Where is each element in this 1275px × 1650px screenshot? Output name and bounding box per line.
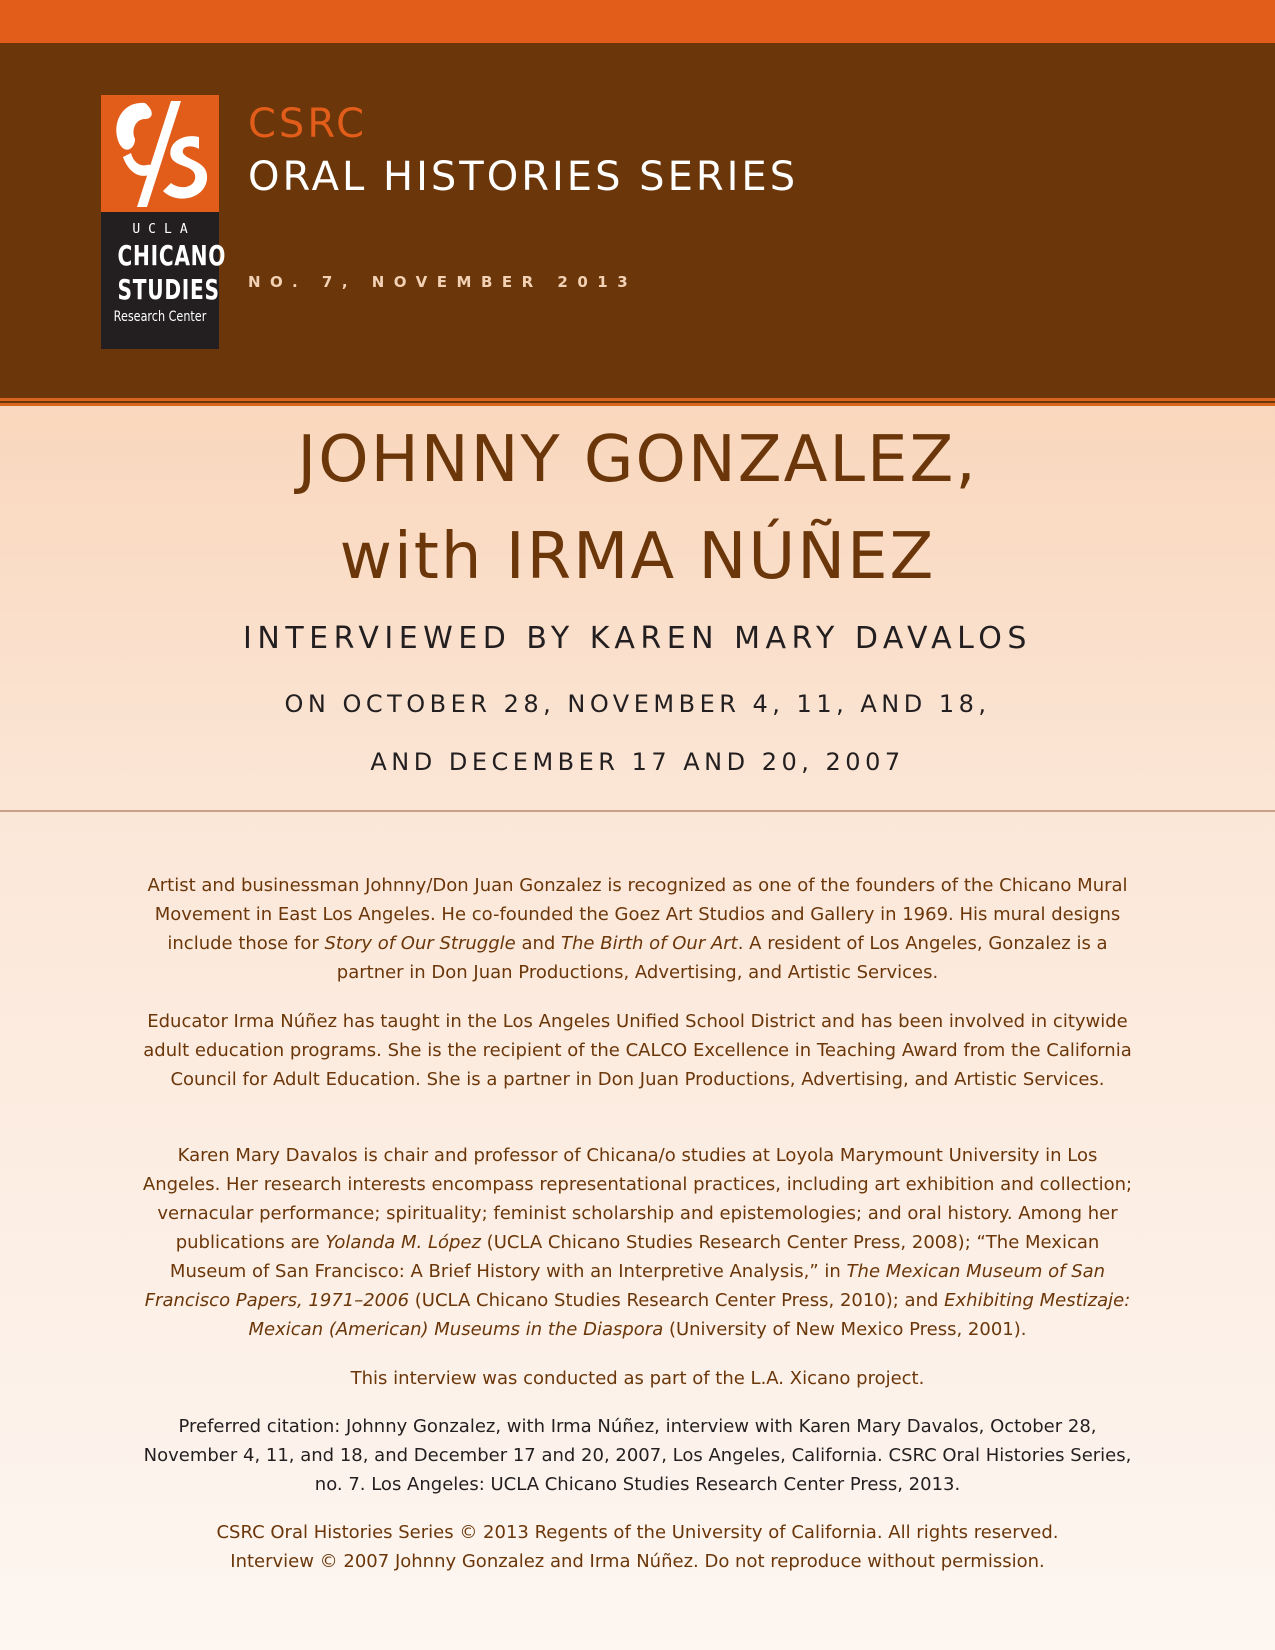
- project-note: This interview was conducted as part of the L.A. Xicano project.: [350, 1368, 925, 1389]
- logo-chicano-text: CHICANO: [117, 239, 227, 272]
- logo-studies-text: STUDIES: [117, 273, 220, 306]
- bio-text: (UCLA Chicano Studies Research Center Press, 2008); “The Mexican Museum of San Francisco: A Brief History with an Interpretive Analysis,” in: [169, 1232, 1100, 1282]
- work-title: Story of Our Struggle: [324, 933, 516, 954]
- cs-logo-mark: [101, 95, 219, 212]
- bio-text: and: [515, 933, 562, 954]
- series-name: ORAL HISTORIES SERIES: [248, 154, 799, 200]
- csrc-logo: [101, 95, 227, 349]
- bio-text: (UCLA Chicano Studies Research Center Press, 2010); and: [409, 1290, 945, 1311]
- work-title: Exhibiting Mestizaje: Mexican (American) Museums in the Diaspora: [248, 1290, 1131, 1340]
- preferred-citation: Preferred citation: Johnny Gonzalez, with Irma Núñez, interview with Karen Mary Davalos, October 28, November 4, 11, and 18, and December 17 and 20, 2007, Los Angeles, California. CSRC Oral Histories Series, no. 7. Los Angeles: UCLA Chicano Studies Research Center Press, 2013.: [143, 1416, 1132, 1495]
- bio-davalos: [140, 1141, 1135, 1344]
- copyright-notice: [140, 1518, 1135, 1576]
- cs-logo-icon: [101, 95, 219, 212]
- bio-gonzalez: [140, 871, 1135, 987]
- copyright-line-2: Interview © 2007 Johnny Gonzalez and Irma Núñez. Do not reproduce without permission.: [230, 1551, 1045, 1572]
- work-title: The Mexican Museum of San Francisco Papers, 1971–2006: [144, 1261, 1106, 1311]
- work-title: The Birth of Our Art: [561, 933, 738, 954]
- bio-text: (University of New Mexico Press, 2001).: [663, 1319, 1027, 1340]
- copyright-line-1: CSRC Oral Histories Series © 2013 Regents of the University of California. All rights reserved.: [216, 1522, 1059, 1543]
- page-title-line-2: with IRMA NÚÑEZ: [339, 520, 936, 594]
- bio-text: . A resident of Los Angeles, Gonzalez is a partner in Don Juan Productions, Advertising, and Artistic Services.: [336, 933, 1108, 983]
- bio-text: Artist and businessman Johnny/Don Juan Gonzalez is recognized as one of the founders of the Chicano Mural Movement in East Los Angeles. He co-founded the Goez Art Studios and Gallery in 1969. His mural designs include those for: [147, 875, 1128, 954]
- bio-nunez: Educator Irma Núñez has taught in the Los Angeles Unified School District and has been involved in citywide adult education programs. She is the recipient of the CALCO Excellence in Teaching Award from the California Council for Adult Education. She is a partner in Don Juan Productions, Advertising, and Artistic Services.: [143, 1011, 1132, 1090]
- series-abbreviation: CSRC: [248, 101, 368, 147]
- work-title: Yolanda M. López: [325, 1232, 481, 1253]
- logo-wordmark: [101, 212, 227, 349]
- top-accent-bar: [0, 0, 1275, 43]
- bio-text: Karen Mary Davalos is chair and professor of Chicana/o studies at Loyola Marymount University in Los Angeles. Her research interests encompass representational practices, including art exhibition and collection; vernacular performance; spirituality; feminist scholarship and epistemologies; and oral history. Among her publications are: [142, 1145, 1133, 1253]
- page-title-line-1: JOHNNY GONZALEZ,: [297, 423, 978, 497]
- interview-dates-line-2: AND DECEMBER 17 AND 20, 2007: [370, 748, 905, 776]
- issue-number-date: NO. 7, NOVEMBER 2013: [248, 273, 638, 291]
- interview-dates-line-1: ON OCTOBER 28, NOVEMBER 4, 11, AND 18,: [284, 690, 991, 718]
- logo-research-center-text: Research Center: [113, 309, 207, 325]
- logo-ucla-text: UCLA: [132, 222, 196, 237]
- interviewer-line: INTERVIEWED BY KAREN MARY DAVALOS: [243, 621, 1032, 656]
